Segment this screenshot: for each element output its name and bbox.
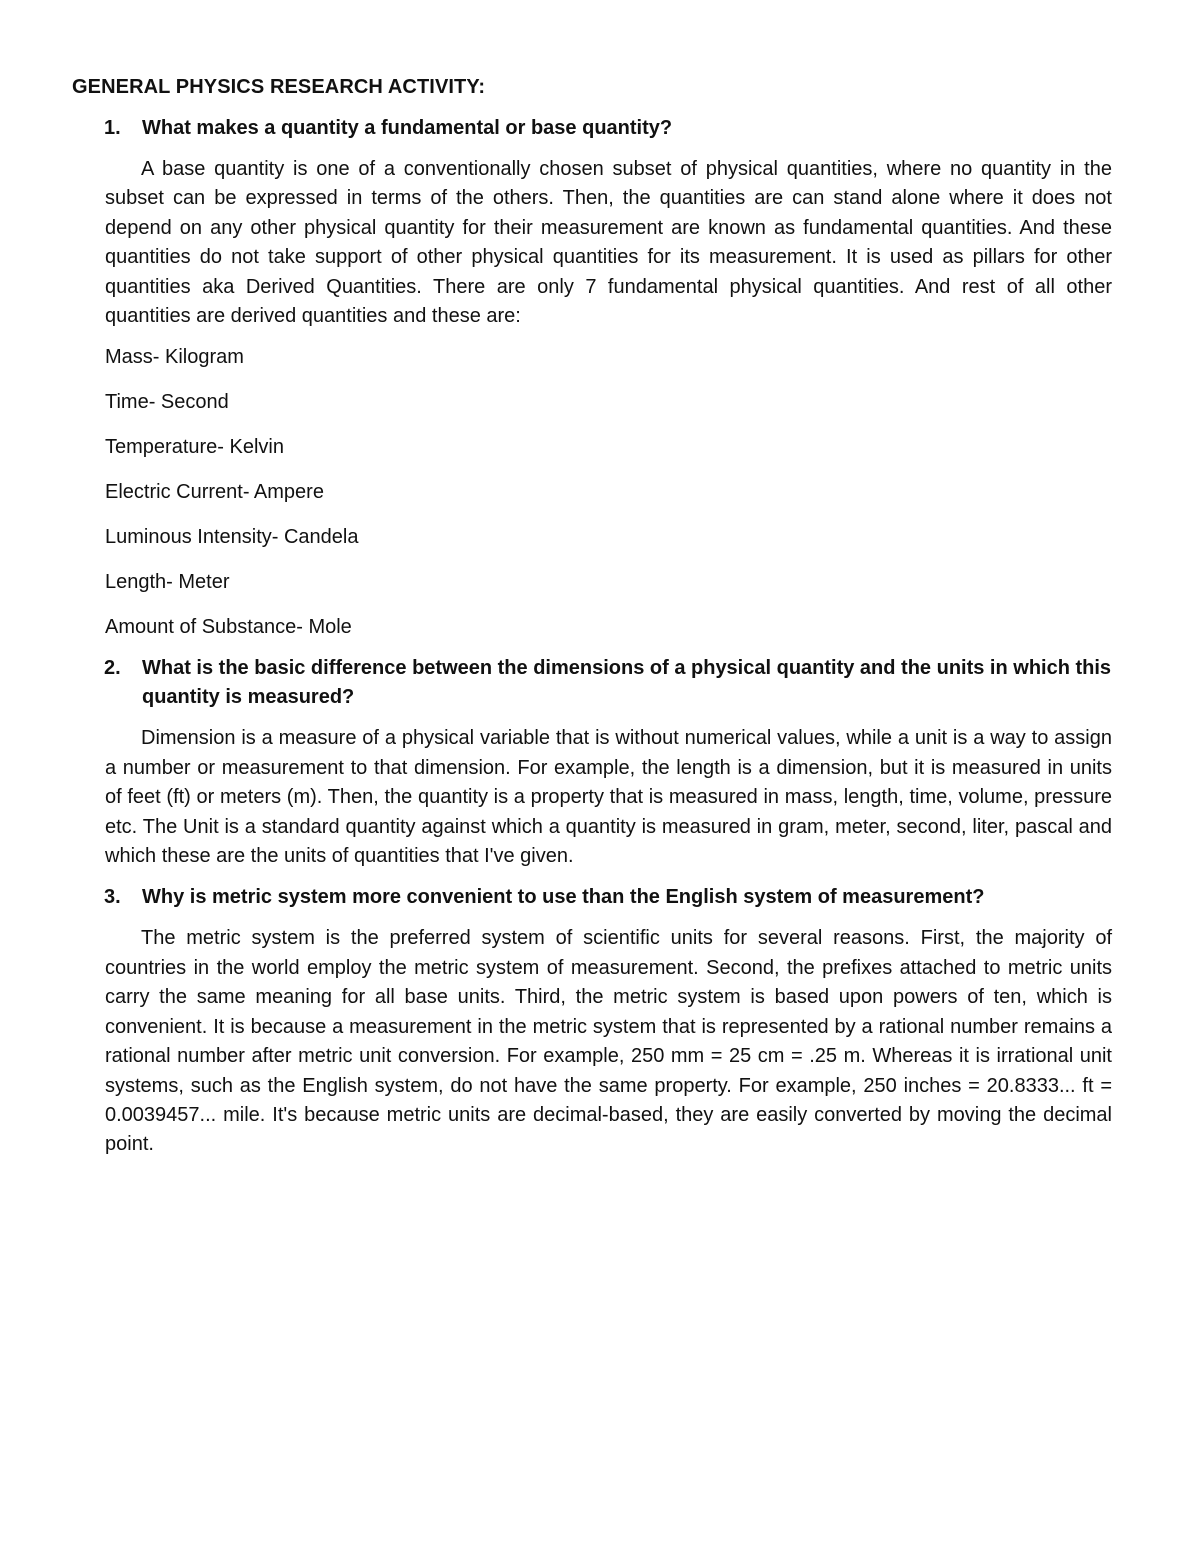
page-title: GENERAL PHYSICS RESEARCH ACTIVITY: (72, 76, 486, 98)
fundamental-quantities-list (105, 343, 1112, 642)
list-item: Electric Current- Ampere (105, 481, 324, 504)
list-item: Mass- Kilogram (105, 346, 244, 369)
question-number: 3. (104, 886, 121, 909)
question-number: 1. (104, 117, 121, 139)
question-text: Why is metric system more convenient to use than the English system of measurement? (142, 886, 985, 909)
question-2 (104, 654, 1112, 712)
answer-2: Dimension is a measure of a physical variable that is without numerical values, while a unit is a way to assign a number or measurement to that dimension. For example, the length is a dimension, but it is measured in units of feet (ft) or meters (m). Then, the quantity is a property that is measured in mass, length, time, volume, pressure etc. The Unit is a standard quantity against which a quantity is measured in gram, meter, second, liter, pascal and which these are the units of quantities that I've given. (105, 727, 1112, 868)
question-number: 2. (104, 657, 121, 680)
list-item: Amount of Substance- Mole (105, 616, 352, 639)
answer-3: The metric system is the preferred system of scientific units for several reasons. First, the majority of countries in the world employ the metric system of measurement. Second, the prefixes attached to metric units carry the same meaning for all base units. Third, the metric system is based upon powers of ten, which is convenient. It is because a measurement in the metric system that is represented by a rational number remains a rational number after metric unit conversion. For example, 250 mm = 25 cm = .25 m. Whereas it is irrational unit systems, such as the English system, do not have the same property. For example, 250 inches = 20.8333... ft = 0.0039457... mile. It's because metric units are decimal-based, they are easily converted by moving the decimal point. (105, 927, 1112, 1156)
list-item: Luminous Intensity- Candela (105, 526, 359, 549)
list-item: Length- Meter (105, 571, 230, 594)
list-item: Temperature- Kelvin (105, 436, 284, 459)
question-text: What is the basic difference between the dimensions of a physical quantity and the units in which this quantity is measured? (142, 657, 1112, 709)
question-text: What makes a quantity a fundamental or base quantity? (142, 117, 673, 139)
answer-1: A base quantity is one of a conventionally chosen subset of physical quantities, where no quantity in the subset can be expressed in terms of the others. Then, the quantities are can stand alone where it does not depend on any other physical quantity for their measurement are known as fundamental quantities. And these quantities do not take support of other physical quantities for its measurement. It is used as pillars for other quantities aka Derived Quantities. There are only 7 fundamental physical quantities. And rest of all other quantities are derived quantities and these are: (105, 158, 1112, 328)
question-3 (104, 883, 1112, 912)
list-item: Time- Second (105, 391, 229, 414)
question-1 (104, 114, 1112, 143)
